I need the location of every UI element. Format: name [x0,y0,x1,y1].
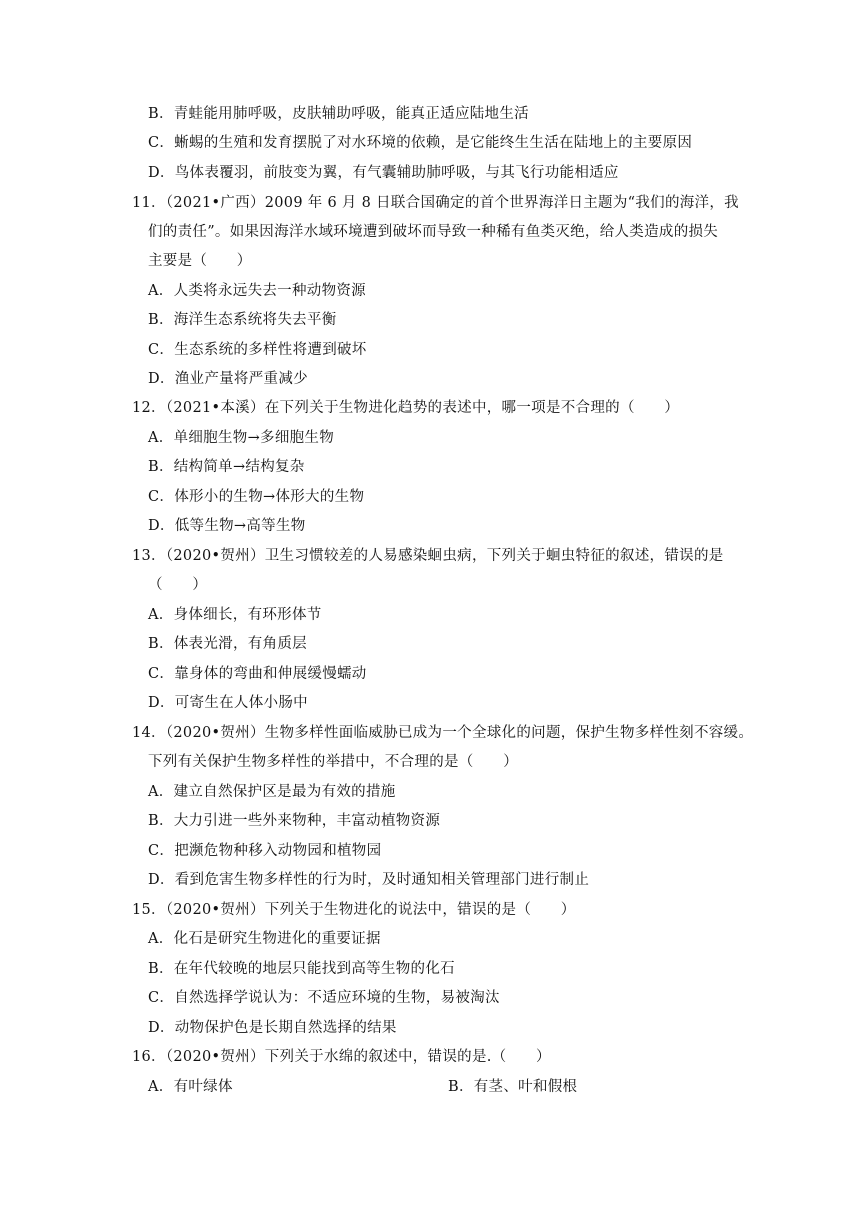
question-14-option-a: A．建立自然保护区是最为有效的措施 [148,784,396,800]
question-14-stem: 14．（2020•贺州）生物多样性面临威胁已成为一个全球化的问题，保护生物多样性刻不容缓。 [132,725,754,741]
question-13-option-a: A．身体细长，有环形体节 [148,607,322,623]
question-15-option-c: C．自然选择学说认为：不适应环境的生物，易被淘汰 [148,990,500,1006]
question-11-stem: 们的责任”。如果因海洋水域环境遭到破坏而导致一种稀有鱼类灭绝，给人类造成的损失 [148,224,719,240]
question-13-stem: （ ） [148,577,208,593]
question-12-option-a: A．单细胞生物→多细胞生物 [148,430,335,446]
question-16-option-b: B．有茎、叶和假根 [448,1079,578,1095]
option-d: D．鸟体表覆羽，前肢变为翼，有气囊辅助肺呼吸，与其飞行功能相适应 [148,165,619,181]
question-11-option-c: C．生态系统的多样性将遭到破坏 [148,342,367,358]
question-13-option-b: B．体表光滑，有角质层 [148,636,307,652]
question-13-option-d: D．可寄生在人体小肠中 [148,695,308,711]
option-c: C．蜥蜴的生殖和发育摆脱了对水环境的依赖，是它能终生生活在陆地上的主要原因 [148,135,693,151]
question-14-stem: 下列有关保护生物多样性的举措中，不合理的是（ ） [148,754,518,770]
question-11-option-a: A．人类将永远失去一种动物资源 [148,283,366,299]
question-11-stem: 11．（2021•广西）2009 年 6 月 8 日联合国确定的首个世界海洋日主题为“我们的海洋，我 [132,195,739,211]
question-11-option-b: B．海洋生态系统将失去平衡 [148,312,337,328]
question-12-option-b: B．结构简单→结构复杂 [148,459,305,475]
option-b: B．青蛙能用肺呼吸，皮肤辅助呼吸，能真正适应陆地生活 [148,106,529,122]
question-16-stem: 16．（2020•贺州）下列关于水绵的叙述中，错误的是.（ ） [132,1049,551,1065]
question-15-option-b: B．在年代较晚的地层只能找到高等生物的化石 [148,961,455,977]
question-15-stem: 15．（2020•贺州）下列关于生物进化的说法中，错误的是（ ） [132,902,576,918]
question-12-option-d: D．低等生物→高等生物 [148,518,306,534]
question-13-stem: 13．（2020•贺州）卫生习惯较差的人易感染蛔虫病，下列关于蛔虫特征的叙述，错误的是 [132,548,724,564]
question-14-option-c: C．把濒危物种移入动物园和植物园 [148,843,382,859]
question-12-option-c: C．体形小的生物→体形大的生物 [148,489,365,505]
question-13-option-c: C．靠身体的弯曲和伸展缓慢蠕动 [148,666,367,682]
question-11-option-d: D．渔业产量将严重减少 [148,371,308,387]
question-15-option-d: D．动物保护色是长期自然选择的结果 [148,1020,397,1036]
question-16-option-a: A．有叶绿体 [148,1079,233,1095]
question-14-option-d: D．看到危害生物多样性的行为时，及时通知相关管理部门进行制止 [148,872,590,888]
question-12-stem: 12．（2021•本溪）在下列关于生物进化趋势的表述中，哪一项是不合理的（ ） [132,400,680,416]
question-11-stem: 主要是（ ） [148,253,252,269]
question-14-option-b: B．大力引进一些外来物种，丰富动植物资源 [148,813,441,829]
question-15-option-a: A．化石是研究生物进化的重要证据 [148,931,381,947]
